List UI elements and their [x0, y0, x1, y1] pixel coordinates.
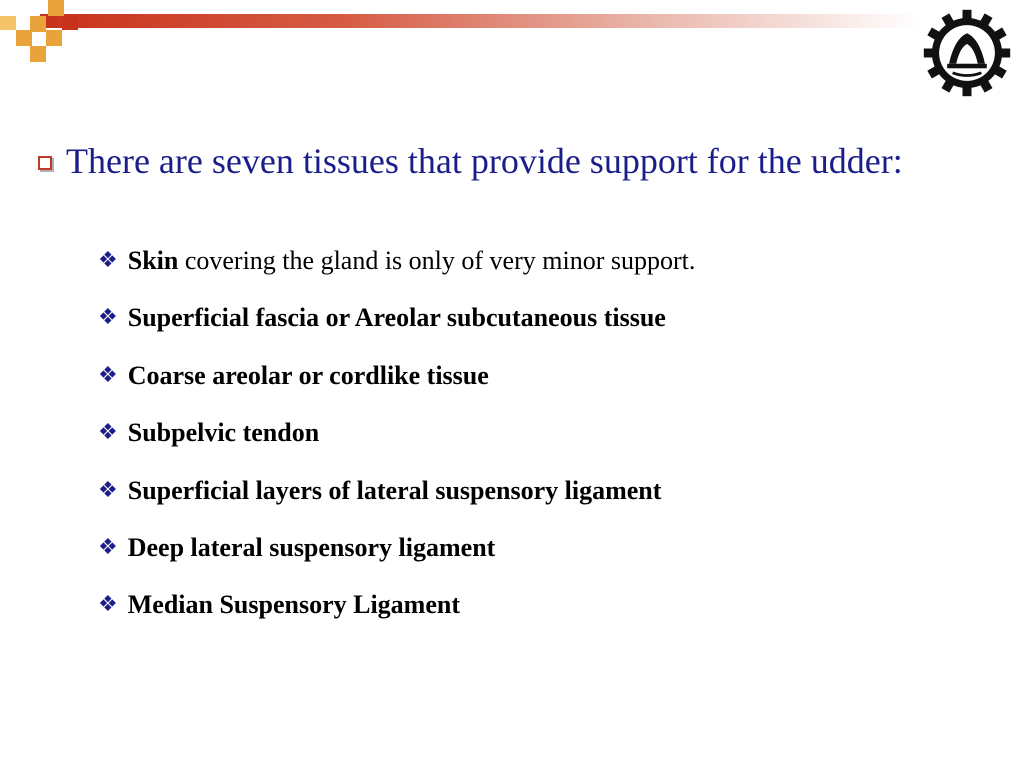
list-item-bold: Subpelvic tendon — [127, 418, 320, 448]
four-diamond-bullet-icon: ❖ — [98, 477, 118, 503]
list-item-text — [128, 474, 662, 508]
four-diamond-bullet-icon: ❖ — [98, 534, 118, 560]
list-item-bold: Deep lateral suspensory ligament — [127, 532, 496, 562]
list-item-text — [128, 416, 319, 450]
list-item — [98, 588, 695, 645]
four-diamond-bullet-icon: ❖ — [98, 362, 118, 388]
header-gradient-band — [40, 14, 920, 28]
four-diamond-bullet-icon: ❖ — [98, 592, 118, 618]
list-item-text — [128, 531, 496, 565]
checker-squares-icon — [0, 0, 90, 62]
four-diamond-bullet-icon: ❖ — [98, 305, 118, 331]
list-item-text — [128, 588, 460, 622]
university-gear-emblem-icon — [920, 8, 1014, 98]
slide-heading — [38, 140, 1018, 182]
list-item — [98, 531, 695, 588]
list-item — [98, 244, 695, 301]
list-item-bold: Median Suspensory Ligament — [127, 590, 460, 620]
list-item-bold: Skin — [127, 246, 179, 275]
list-item — [98, 474, 695, 531]
list-item-text — [128, 244, 696, 278]
tissue-list — [98, 244, 695, 646]
list-item-rest: covering the gland is only of very minor support. — [178, 246, 696, 275]
list-item — [98, 301, 695, 358]
list-item — [98, 359, 695, 416]
list-item-bold: Superficial fascia or Areolar subcutaneous tissue — [127, 303, 666, 333]
list-item — [98, 416, 695, 473]
list-item-text — [128, 359, 489, 393]
four-diamond-bullet-icon: ❖ — [98, 420, 118, 446]
heading-text: There are seven tissues that provide support for the udder: — [66, 141, 903, 181]
four-diamond-bullet-icon: ❖ — [98, 248, 118, 273]
list-item-bold: Superficial layers of lateral suspensory ligament — [127, 475, 662, 505]
list-item-bold: Coarse areolar or cordlike tissue — [127, 360, 489, 390]
square-bullet-icon — [38, 156, 52, 170]
list-item-text — [128, 301, 666, 335]
